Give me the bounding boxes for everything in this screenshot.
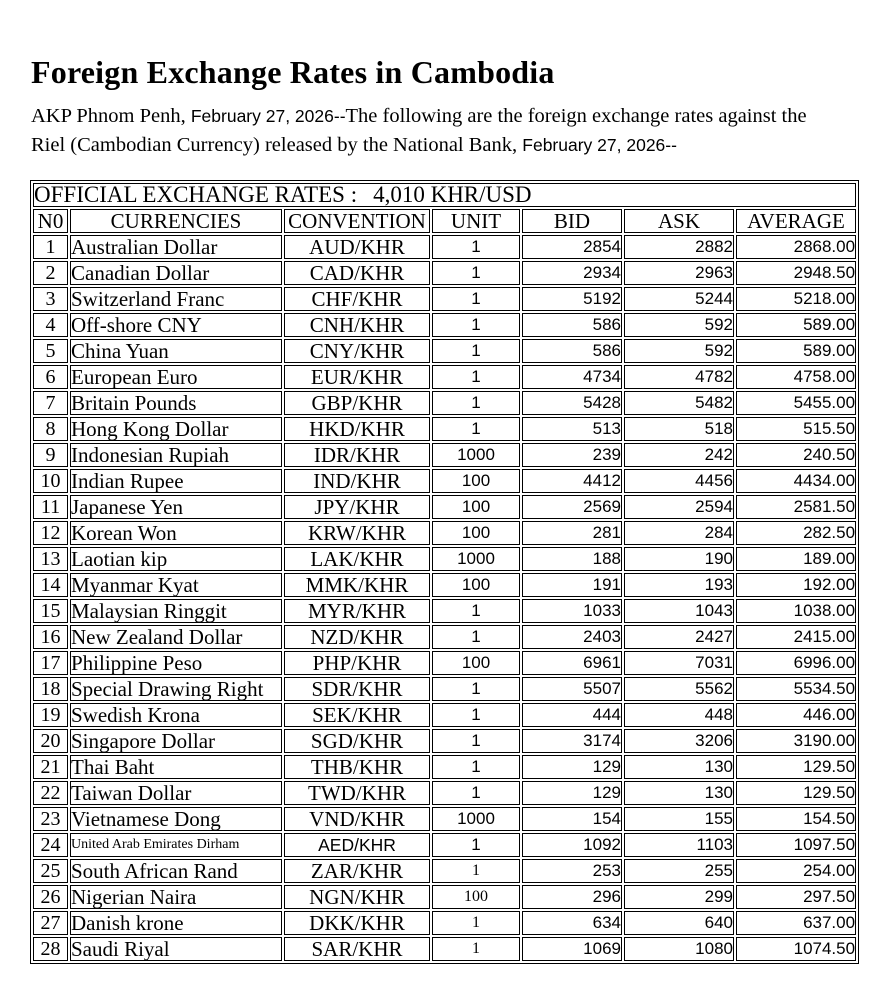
- cell-average: 129.50: [736, 781, 856, 805]
- table-row: [33, 469, 856, 493]
- table-row: [33, 443, 856, 467]
- cell-currency: Nigerian Naira: [70, 885, 282, 909]
- cell-convention: CHF/KHR: [284, 287, 430, 311]
- cell-no: 13: [33, 547, 68, 571]
- cell-bid: 281: [522, 521, 622, 545]
- cell-unit: 100: [432, 521, 520, 545]
- official-rate-value: 4,010 KHR/USD: [373, 183, 532, 207]
- cell-average: 589.00: [736, 313, 856, 337]
- cell-currency: European Euro: [70, 365, 282, 389]
- cell-ask: 284: [624, 521, 734, 545]
- cell-average: 192.00: [736, 573, 856, 597]
- cell-unit: 1: [432, 339, 520, 363]
- cell-bid: 1033: [522, 599, 622, 623]
- cell-average: 1097.50: [736, 833, 856, 857]
- table-row: [33, 547, 856, 571]
- cell-no: 5: [33, 339, 68, 363]
- table-row: [33, 339, 856, 363]
- cell-bid: 296: [522, 885, 622, 909]
- cell-unit: 1000: [432, 443, 520, 467]
- table-row: [33, 781, 856, 805]
- cell-no: 27: [33, 911, 68, 935]
- cell-average: 1074.50: [736, 937, 856, 961]
- cell-currency: Indian Rupee: [70, 469, 282, 493]
- cell-ask: 130: [624, 755, 734, 779]
- cell-convention: NZD/KHR: [284, 625, 430, 649]
- cell-currency: New Zealand Dollar: [70, 625, 282, 649]
- page-title: Foreign Exchange Rates in Cambodia: [31, 54, 555, 91]
- cell-convention: CAD/KHR: [284, 261, 430, 285]
- cell-bid: 4734: [522, 365, 622, 389]
- cell-no: 24: [33, 833, 68, 857]
- cell-ask: 130: [624, 781, 734, 805]
- table-row: [33, 859, 856, 883]
- table-row: [33, 313, 856, 337]
- table-row: [33, 729, 856, 753]
- cell-average: 129.50: [736, 755, 856, 779]
- cell-no: 4: [33, 313, 68, 337]
- cell-convention: LAK/KHR: [284, 547, 430, 571]
- cell-convention: IND/KHR: [284, 469, 430, 493]
- cell-unit: 1: [432, 391, 520, 415]
- cell-no: 14: [33, 573, 68, 597]
- column-header-row: [33, 209, 856, 233]
- cell-ask: 5562: [624, 677, 734, 701]
- cell-unit: 1: [432, 937, 520, 961]
- cell-currency: Thai Baht: [70, 755, 282, 779]
- cell-no: 2: [33, 261, 68, 285]
- cell-currency: Hong Kong Dollar: [70, 417, 282, 441]
- cell-unit: 1000: [432, 807, 520, 831]
- cell-bid: 188: [522, 547, 622, 571]
- table-row: [33, 521, 856, 545]
- cell-bid: 191: [522, 573, 622, 597]
- cell-convention: THB/KHR: [284, 755, 430, 779]
- cell-currency: Taiwan Dollar: [70, 781, 282, 805]
- cell-convention: CNH/KHR: [284, 313, 430, 337]
- cell-currency: Korean Won: [70, 521, 282, 545]
- cell-no: 19: [33, 703, 68, 727]
- cell-no: 1: [33, 235, 68, 259]
- cell-ask: 3206: [624, 729, 734, 753]
- cell-ask: 155: [624, 807, 734, 831]
- cell-no: 26: [33, 885, 68, 909]
- cell-no: 22: [33, 781, 68, 805]
- column-header-convention: CONVENTION: [284, 209, 430, 233]
- cell-currency: Danish krone: [70, 911, 282, 935]
- table-row: [33, 651, 856, 675]
- cell-ask: 1080: [624, 937, 734, 961]
- cell-average: 2415.00: [736, 625, 856, 649]
- cell-convention: NGN/KHR: [284, 885, 430, 909]
- cell-ask: 5244: [624, 287, 734, 311]
- cell-average: 5534.50: [736, 677, 856, 701]
- cell-ask: 4782: [624, 365, 734, 389]
- cell-average: 4434.00: [736, 469, 856, 493]
- cell-unit: 1: [432, 703, 520, 727]
- intro-line: [31, 131, 807, 160]
- intro-text: The following are the foreign exchange rates against the: [345, 105, 807, 127]
- cell-convention: EUR/KHR: [284, 365, 430, 389]
- cell-bid: 2569: [522, 495, 622, 519]
- cell-currency: Saudi Riyal: [70, 937, 282, 961]
- cell-convention: GBP/KHR: [284, 391, 430, 415]
- cell-unit: 1: [432, 911, 520, 935]
- cell-ask: 592: [624, 313, 734, 337]
- column-header-average: AVERAGE: [736, 209, 856, 233]
- cell-no: 15: [33, 599, 68, 623]
- cell-currency: Off-shore CNY: [70, 313, 282, 337]
- cell-average: 446.00: [736, 703, 856, 727]
- cell-ask: 2963: [624, 261, 734, 285]
- cell-bid: 1069: [522, 937, 622, 961]
- cell-unit: 1: [432, 599, 520, 623]
- cell-bid: 154: [522, 807, 622, 831]
- cell-unit: 1: [432, 755, 520, 779]
- cell-convention: CNY/KHR: [284, 339, 430, 363]
- cell-unit: 1: [432, 365, 520, 389]
- cell-bid: 3174: [522, 729, 622, 753]
- cell-average: 2948.50: [736, 261, 856, 285]
- cell-no: 11: [33, 495, 68, 519]
- cell-ask: 193: [624, 573, 734, 597]
- rates-table-body: [33, 235, 856, 961]
- cell-unit: 100: [432, 885, 520, 909]
- cell-convention: AUD/KHR: [284, 235, 430, 259]
- official-rate-label: OFFICIAL EXCHANGE RATES :: [34, 183, 358, 207]
- cell-no: 6: [33, 365, 68, 389]
- cell-unit: 1: [432, 859, 520, 883]
- table-row: [33, 703, 856, 727]
- cell-unit: 1: [432, 261, 520, 285]
- cell-no: 20: [33, 729, 68, 753]
- cell-ask: 448: [624, 703, 734, 727]
- cell-convention: SEK/KHR: [284, 703, 430, 727]
- cell-bid: 634: [522, 911, 622, 935]
- table-row: [33, 235, 856, 259]
- cell-ask: 2427: [624, 625, 734, 649]
- cell-convention: SGD/KHR: [284, 729, 430, 753]
- intro-line: [31, 102, 807, 131]
- official-rate-cell: [33, 183, 856, 207]
- cell-ask: 592: [624, 339, 734, 363]
- cell-average: 254.00: [736, 859, 856, 883]
- cell-no: 17: [33, 651, 68, 675]
- cell-no: 16: [33, 625, 68, 649]
- intro-paragraph: [31, 102, 807, 160]
- cell-unit: 1: [432, 625, 520, 649]
- cell-unit: 1: [432, 313, 520, 337]
- table-row: [33, 573, 856, 597]
- cell-convention: DKK/KHR: [284, 911, 430, 935]
- cell-currency: Singapore Dollar: [70, 729, 282, 753]
- cell-currency: Malaysian Ringgit: [70, 599, 282, 623]
- cell-bid: 2934: [522, 261, 622, 285]
- cell-unit: 100: [432, 469, 520, 493]
- column-header-unit: UNIT: [432, 209, 520, 233]
- cell-average: 5218.00: [736, 287, 856, 311]
- cell-convention: AED/KHR: [284, 833, 430, 857]
- cell-bid: 253: [522, 859, 622, 883]
- cell-average: 637.00: [736, 911, 856, 935]
- cell-convention: IDR/KHR: [284, 443, 430, 467]
- cell-average: 154.50: [736, 807, 856, 831]
- cell-unit: 1: [432, 677, 520, 701]
- cell-currency: Swedish Krona: [70, 703, 282, 727]
- cell-unit: 1000: [432, 547, 520, 571]
- cell-no: 28: [33, 937, 68, 961]
- cell-convention: TWD/KHR: [284, 781, 430, 805]
- cell-bid: 586: [522, 313, 622, 337]
- cell-ask: 190: [624, 547, 734, 571]
- cell-no: 10: [33, 469, 68, 493]
- cell-average: 589.00: [736, 339, 856, 363]
- cell-currency: United Arab Emirates Dirham: [70, 833, 282, 857]
- table-row: [33, 261, 856, 285]
- cell-average: 3190.00: [736, 729, 856, 753]
- cell-bid: 5507: [522, 677, 622, 701]
- cell-no: 23: [33, 807, 68, 831]
- cell-no: 9: [33, 443, 68, 467]
- cell-convention: HKD/KHR: [284, 417, 430, 441]
- rates-table: [30, 180, 859, 964]
- table-row: [33, 885, 856, 909]
- cell-currency: Switzerland Franc: [70, 287, 282, 311]
- cell-ask: 4456: [624, 469, 734, 493]
- cell-currency: Special Drawing Right: [70, 677, 282, 701]
- cell-bid: 239: [522, 443, 622, 467]
- cell-ask: 5482: [624, 391, 734, 415]
- cell-currency: Canadian Dollar: [70, 261, 282, 285]
- cell-bid: 2403: [522, 625, 622, 649]
- cell-unit: 1: [432, 417, 520, 441]
- cell-average: 282.50: [736, 521, 856, 545]
- cell-bid: 6961: [522, 651, 622, 675]
- cell-convention: SAR/KHR: [284, 937, 430, 961]
- cell-ask: 299: [624, 885, 734, 909]
- cell-bid: 586: [522, 339, 622, 363]
- table-row: [33, 495, 856, 519]
- date-text: February 27, 2026--: [190, 106, 346, 126]
- table-row: [33, 599, 856, 623]
- column-header-bid: BID: [522, 209, 622, 233]
- cell-ask: 1103: [624, 833, 734, 857]
- cell-unit: 100: [432, 495, 520, 519]
- cell-bid: 444: [522, 703, 622, 727]
- cell-no: 12: [33, 521, 68, 545]
- cell-bid: 1092: [522, 833, 622, 857]
- cell-currency: Philippine Peso: [70, 651, 282, 675]
- cell-bid: 2854: [522, 235, 622, 259]
- cell-bid: 129: [522, 755, 622, 779]
- cell-currency: Myanmar Kyat: [70, 573, 282, 597]
- cell-average: 2868.00: [736, 235, 856, 259]
- cell-average: 297.50: [736, 885, 856, 909]
- cell-average: 4758.00: [736, 365, 856, 389]
- intro-text: Riel (Cambodian Currency) released by the National Bank,: [31, 134, 523, 156]
- cell-no: 18: [33, 677, 68, 701]
- intro-text: AKP Phnom Penh,: [31, 105, 191, 127]
- table-row: [33, 417, 856, 441]
- cell-average: 6996.00: [736, 651, 856, 675]
- table-row: [33, 911, 856, 935]
- cell-currency: China Yuan: [70, 339, 282, 363]
- cell-ask: 640: [624, 911, 734, 935]
- cell-ask: 242: [624, 443, 734, 467]
- table-row: [33, 677, 856, 701]
- cell-convention: JPY/KHR: [284, 495, 430, 519]
- cell-ask: 2882: [624, 235, 734, 259]
- cell-currency: South African Rand: [70, 859, 282, 883]
- cell-currency: Britain Pounds: [70, 391, 282, 415]
- cell-average: 515.50: [736, 417, 856, 441]
- cell-unit: 1: [432, 781, 520, 805]
- cell-convention: KRW/KHR: [284, 521, 430, 545]
- cell-ask: 2594: [624, 495, 734, 519]
- cell-unit: 100: [432, 573, 520, 597]
- cell-currency: Vietnamese Dong: [70, 807, 282, 831]
- cell-convention: PHP/KHR: [284, 651, 430, 675]
- official-rate-row: [33, 183, 856, 207]
- cell-no: 7: [33, 391, 68, 415]
- cell-bid: 5428: [522, 391, 622, 415]
- cell-no: 25: [33, 859, 68, 883]
- cell-ask: 518: [624, 417, 734, 441]
- cell-bid: 129: [522, 781, 622, 805]
- cell-currency: Australian Dollar: [70, 235, 282, 259]
- cell-average: 240.50: [736, 443, 856, 467]
- cell-bid: 4412: [522, 469, 622, 493]
- cell-unit: 1: [432, 833, 520, 857]
- cell-currency: Laotian kip: [70, 547, 282, 571]
- cell-ask: 7031: [624, 651, 734, 675]
- cell-no: 8: [33, 417, 68, 441]
- table-row: [33, 833, 856, 857]
- cell-convention: MYR/KHR: [284, 599, 430, 623]
- table-row: [33, 625, 856, 649]
- cell-no: 21: [33, 755, 68, 779]
- date-text: February 27, 2026--: [522, 135, 677, 155]
- cell-no: 3: [33, 287, 68, 311]
- cell-currency: Indonesian Rupiah: [70, 443, 282, 467]
- table-row: [33, 365, 856, 389]
- column-header-ask: ASK: [624, 209, 734, 233]
- cell-ask: 1043: [624, 599, 734, 623]
- cell-convention: ZAR/KHR: [284, 859, 430, 883]
- cell-average: 2581.50: [736, 495, 856, 519]
- cell-average: 189.00: [736, 547, 856, 571]
- table-row: [33, 287, 856, 311]
- table-row: [33, 755, 856, 779]
- table-row: [33, 391, 856, 415]
- cell-bid: 513: [522, 417, 622, 441]
- cell-unit: 100: [432, 651, 520, 675]
- cell-average: 5455.00: [736, 391, 856, 415]
- cell-average: 1038.00: [736, 599, 856, 623]
- table-row: [33, 807, 856, 831]
- cell-convention: MMK/KHR: [284, 573, 430, 597]
- cell-ask: 255: [624, 859, 734, 883]
- cell-unit: 1: [432, 287, 520, 311]
- column-header-currencies: CURRENCIES: [70, 209, 282, 233]
- column-header-no: N0: [33, 209, 68, 233]
- cell-unit: 1: [432, 235, 520, 259]
- cell-convention: VND/KHR: [284, 807, 430, 831]
- cell-currency: Japanese Yen: [70, 495, 282, 519]
- cell-convention: SDR/KHR: [284, 677, 430, 701]
- cell-unit: 1: [432, 729, 520, 753]
- table-row: [33, 937, 856, 961]
- cell-bid: 5192: [522, 287, 622, 311]
